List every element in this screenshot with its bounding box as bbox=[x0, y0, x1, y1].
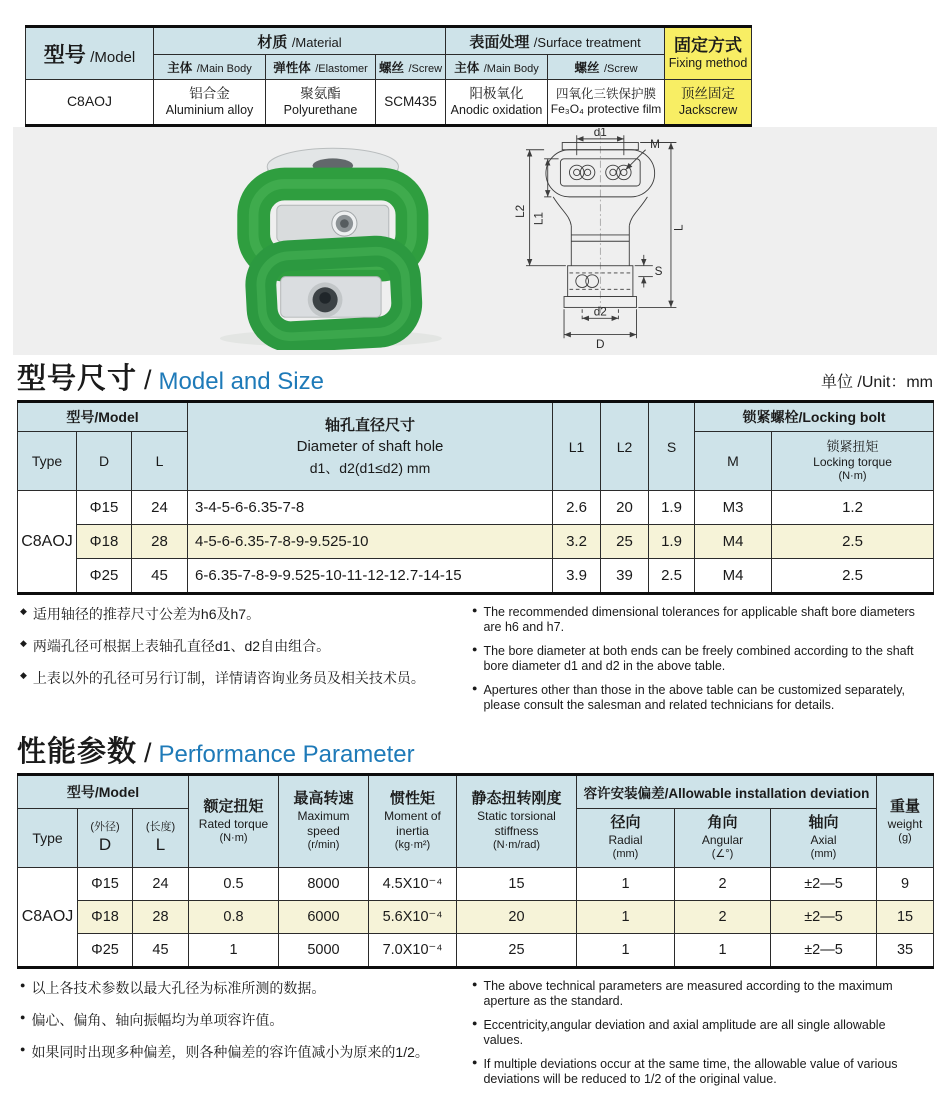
spec-table bbox=[25, 25, 752, 127]
cell-torque: 2.5 bbox=[772, 559, 934, 594]
spec-header-screw: 螺丝 /Screw bbox=[376, 55, 446, 80]
perf-header-inertia: 惯性矩 Moment of inertia (kg·m²) bbox=[369, 775, 457, 868]
note-item: ● The above technical parameters are measured according to the maximum aperture as the standard. bbox=[472, 979, 893, 1008]
cell-radial: 1 bbox=[577, 868, 675, 901]
cell-torque: 2.5 bbox=[772, 525, 934, 559]
cell-l1: 3.2 bbox=[553, 525, 601, 559]
cell-radial: 1 bbox=[577, 934, 675, 968]
unit-label: 单位 /Unit：mm bbox=[820, 374, 933, 391]
dot-bullet-icon: ● bbox=[472, 1018, 478, 1028]
spec-surface-screw-value: 四氧化三铁保护膜 Fe₃O₄ protective film bbox=[548, 80, 665, 126]
image-band bbox=[13, 127, 937, 355]
note-item: ● If multiple deviations occur at the same time, the allowable value of various deviations will be reduced to 1/2 of the original value. bbox=[472, 1057, 898, 1086]
cell-l2: 20 bbox=[601, 491, 649, 525]
perf-model-cell: C8AOJ bbox=[18, 868, 78, 968]
spec-header-fixing: 固定方式 Fixing method bbox=[665, 27, 752, 80]
perf-header-type: Type bbox=[18, 809, 78, 868]
dim-label-d1: d1 bbox=[593, 127, 607, 139]
note-item: ● Apertures other than those in the above table can be customized separately, please consult the salesman and related technicians for details. bbox=[472, 683, 905, 712]
dim-label-d2: d2 bbox=[593, 305, 607, 319]
cell-l: 45 bbox=[132, 559, 188, 594]
note-item: ● 偏心、偏角、轴向振幅均为单项容许值。 bbox=[20, 1011, 284, 1028]
cell-m: M4 bbox=[695, 525, 772, 559]
size-notes-en bbox=[472, 605, 919, 722]
spec-surface-main-value: 阳极氧化 Anodic oxidation bbox=[446, 80, 548, 126]
cell-s: 1.9 bbox=[649, 525, 695, 559]
spec-header-surface-main: 主体 /Main Body bbox=[446, 55, 548, 80]
cell-angular: 1 bbox=[675, 934, 771, 968]
dim-label-m: M bbox=[650, 137, 660, 151]
cell-holes: 6-6.35-7-8-9-9.525-10-11-12-12.7-14-15 bbox=[188, 559, 553, 594]
spec-header-surface: 表面处理 /Surface treatment bbox=[446, 27, 665, 55]
cell-inertia: 5.6X10⁻⁴ bbox=[369, 901, 457, 934]
perf-header-model: 型号/Model bbox=[18, 775, 189, 809]
dim-label-l: L bbox=[672, 223, 686, 231]
size-header-locking-bolt: 锁紧螺栓/Locking bolt bbox=[695, 402, 934, 432]
size-header-s: S bbox=[649, 402, 695, 491]
diamond-bullet-icon: ◆ bbox=[20, 606, 27, 616]
size-model-cell: C8AOJ bbox=[18, 491, 77, 594]
perf-title-zh: 性能参数 bbox=[17, 736, 138, 768]
perf-header-deviation: 容许安装偏差/Allowable installation deviation bbox=[577, 775, 877, 809]
cell-l: 45 bbox=[133, 934, 189, 968]
cell-stiffness: 20 bbox=[457, 901, 577, 934]
cell-radial: 1 bbox=[577, 901, 675, 934]
cell-d: Φ15 bbox=[78, 868, 133, 901]
diamond-bullet-icon: ◆ bbox=[20, 669, 27, 680]
size-notes bbox=[20, 605, 933, 722]
cell-l: 28 bbox=[132, 525, 188, 559]
cell-weight: 15 bbox=[877, 901, 934, 934]
size-notes-zh bbox=[20, 605, 472, 722]
spec-header-material: 材质 /Material bbox=[154, 27, 446, 55]
spec-header-model-zh: 型号 bbox=[43, 43, 86, 67]
cell-holes: 3-4-5-6-6.35-7-8 bbox=[188, 491, 553, 525]
cell-d: Φ15 bbox=[77, 491, 132, 525]
note-item: ◆ 上表以外的孔径可另行订制，详情请咨询业务员及相关技术员。 bbox=[20, 669, 425, 686]
size-title-en: Model and Size bbox=[158, 367, 324, 395]
cell-stiffness: 25 bbox=[457, 934, 577, 968]
cell-inertia: 7.0X10⁻⁴ bbox=[369, 934, 457, 968]
spec-header-main-body: 主体 /Main Body bbox=[154, 55, 266, 80]
cell-l: 24 bbox=[133, 868, 189, 901]
cell-torque: 1 bbox=[189, 934, 279, 968]
cell-angular: 2 bbox=[675, 901, 771, 934]
spec-header-model-en: /Model bbox=[90, 48, 136, 66]
cell-speed: 5000 bbox=[279, 934, 369, 968]
cell-d: Φ25 bbox=[78, 934, 133, 968]
cell-inertia: 4.5X10⁻⁴ bbox=[369, 868, 457, 901]
cell-axial: ±2—5 bbox=[771, 901, 877, 934]
cell-holes: 4-5-6-6.35-7-8-9-9.525-10 bbox=[188, 525, 553, 559]
dot-bullet-icon: ● bbox=[472, 605, 478, 615]
size-row-1 bbox=[18, 491, 934, 525]
perf-header-d: (外径) D bbox=[78, 809, 133, 868]
size-header-model: 型号/Model bbox=[18, 402, 188, 432]
note-item: ◆ 适用轴径的推荐尺寸公差为h6及h7。 bbox=[20, 606, 261, 622]
perf-notes bbox=[20, 979, 933, 1096]
size-row-2 bbox=[18, 525, 934, 559]
dot-bullet-icon: ● bbox=[20, 980, 26, 990]
cell-axial: ±2—5 bbox=[771, 868, 877, 901]
cell-d: Φ18 bbox=[77, 525, 132, 559]
perf-header-torque: 额定扭矩 Rated torque (N·m) bbox=[189, 775, 279, 868]
dot-bullet-icon: ● bbox=[472, 644, 478, 654]
cell-m: M3 bbox=[695, 491, 772, 525]
cell-s: 2.5 bbox=[649, 559, 695, 594]
spec-screw-value: SCM435 bbox=[376, 80, 446, 126]
size-table bbox=[17, 400, 934, 595]
cell-stiffness: 15 bbox=[457, 868, 577, 901]
dot-bullet-icon: ● bbox=[472, 1057, 478, 1067]
dot-bullet-icon: ● bbox=[472, 683, 478, 693]
dot-bullet-icon: ● bbox=[20, 1043, 26, 1054]
product-photo bbox=[178, 128, 478, 355]
perf-header-angular: 角向 Angular (∠°) bbox=[675, 809, 771, 868]
size-header-l1: L1 bbox=[553, 402, 601, 491]
cell-l1: 3.9 bbox=[553, 559, 601, 594]
cell-torque: 0.8 bbox=[189, 901, 279, 934]
dim-label-s: S bbox=[654, 264, 663, 278]
note-item: ● Eccentricity,angular deviation and axial amplitude are all single allowable values. bbox=[472, 1018, 886, 1047]
coupling-dimension-drawing bbox=[490, 128, 716, 350]
cell-s: 1.9 bbox=[649, 491, 695, 525]
size-title-zh: 型号尺寸 bbox=[17, 363, 138, 395]
size-header-d: D bbox=[77, 432, 132, 491]
size-section-header bbox=[17, 365, 933, 394]
cell-l1: 2.6 bbox=[553, 491, 601, 525]
perf-header-speed: 最高转速 Maximum speed (r/min) bbox=[279, 775, 369, 868]
perf-header-radial: 径向 Radial (mm) bbox=[577, 809, 675, 868]
cell-d: Φ25 bbox=[77, 559, 132, 594]
spec-header-model bbox=[26, 27, 154, 80]
cell-weight: 9 bbox=[877, 868, 934, 901]
perf-header-l: (长度) L bbox=[133, 809, 189, 868]
spec-model-value: C8AOJ bbox=[26, 80, 154, 126]
cell-torque: 0.5 bbox=[189, 868, 279, 901]
size-header-type: Type bbox=[18, 432, 77, 491]
cell-l: 24 bbox=[132, 491, 188, 525]
perf-header-axial: 轴向 Axial (mm) bbox=[771, 809, 877, 868]
size-header-l2: L2 bbox=[601, 402, 649, 491]
dim-label-d: D bbox=[596, 337, 605, 350]
cell-m: M4 bbox=[695, 559, 772, 594]
perf-header-weight: 重量 weight (g) bbox=[877, 775, 934, 868]
note-item: ● The bore diameter at both ends can be freely combined according to the shaft bore diameter d1 and d2 in the above table. bbox=[472, 644, 914, 673]
size-header-l: L bbox=[132, 432, 188, 491]
dim-label-l1: L1 bbox=[532, 211, 546, 225]
size-title-slash: / bbox=[144, 365, 152, 395]
dot-bullet-icon: ● bbox=[472, 979, 478, 989]
size-row-3 bbox=[18, 559, 934, 594]
cell-l2: 25 bbox=[601, 525, 649, 559]
size-header-m: M bbox=[695, 432, 772, 491]
cell-axial: ±2—5 bbox=[771, 934, 877, 968]
coupling-photo-illustration bbox=[178, 128, 478, 350]
perf-title-slash: / bbox=[144, 738, 152, 768]
cell-weight: 35 bbox=[877, 934, 934, 968]
note-item: ● 以上各技术参数以最大孔径为标准所测的数据。 bbox=[20, 980, 326, 996]
perf-row-3 bbox=[18, 934, 934, 968]
perf-notes-zh bbox=[20, 979, 472, 1096]
perf-row-2 bbox=[18, 901, 934, 934]
cell-l2: 39 bbox=[601, 559, 649, 594]
dot-bullet-icon: ● bbox=[20, 1011, 26, 1022]
cell-l: 28 bbox=[133, 901, 189, 934]
spec-header-elastomer: 弹性体 /Elastomer bbox=[266, 55, 376, 80]
diamond-bullet-icon: ◆ bbox=[20, 637, 27, 648]
dim-label-l2: L2 bbox=[514, 204, 528, 218]
cell-angular: 2 bbox=[675, 868, 771, 901]
spec-header-surface-screw: 螺丝 /Screw bbox=[548, 55, 665, 80]
cell-speed: 8000 bbox=[279, 868, 369, 901]
perf-notes-en bbox=[472, 979, 919, 1096]
perf-section-header bbox=[17, 738, 933, 767]
note-item: ● 如果同时出现多种偏差，则各种偏差的容许值减小为原来的1/2。 bbox=[20, 1043, 429, 1060]
cell-speed: 6000 bbox=[279, 901, 369, 934]
perf-title-en: Performance Parameter bbox=[158, 740, 415, 768]
size-header-torque: 锁紧扭矩 Locking torque (N·m) bbox=[772, 432, 934, 491]
performance-table bbox=[17, 773, 934, 969]
cell-torque: 1.2 bbox=[772, 491, 934, 525]
technical-drawing bbox=[490, 128, 716, 355]
spec-elastomer-value: 聚氨酯 Polyurethane bbox=[266, 80, 376, 126]
note-item: ◆ 两端孔径可根据上表轴孔直径d1、d2自由组合。 bbox=[20, 637, 331, 654]
note-item: ● The recommended dimensional tolerances for applicable shaft bore diameters are h6 and h7. bbox=[472, 605, 915, 634]
size-header-shaft-hole: 轴孔直径尺寸 Diameter of shaft hole d1、d2(d1≤d2) mm bbox=[188, 402, 553, 491]
perf-header-stiffness: 静态扭转刚度 Static torsional stiffness (N·m/rad) bbox=[457, 775, 577, 868]
cell-d: Φ18 bbox=[78, 901, 133, 934]
spec-main-body-value: 铝合金 Aluminium alloy bbox=[154, 80, 266, 126]
perf-row-1 bbox=[18, 868, 934, 901]
spec-fixing-value: 顶丝固定 Jackscrew bbox=[665, 80, 752, 126]
